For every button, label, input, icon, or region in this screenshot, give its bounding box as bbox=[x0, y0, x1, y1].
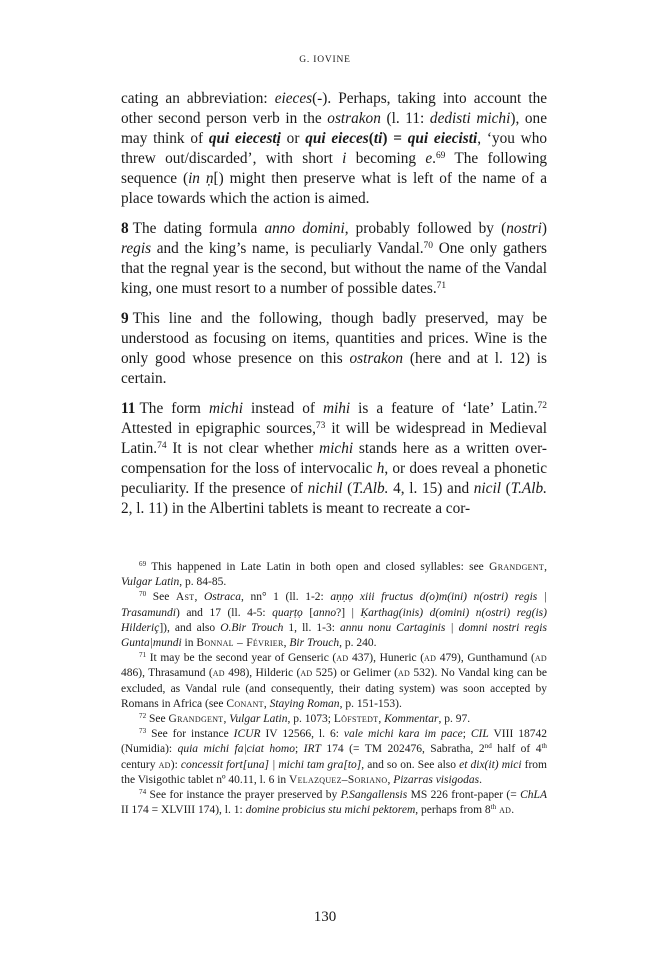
footnote-marker: 69 bbox=[139, 560, 147, 569]
author-name: ad bbox=[534, 652, 547, 665]
footnote-73 bbox=[121, 727, 547, 788]
text-run: See for instance the prayer preserved by bbox=[146, 789, 341, 802]
commentary-paragraph-line-9 bbox=[121, 309, 547, 389]
text-run: , p. 84-85. bbox=[179, 576, 227, 589]
text-run: ostrakon bbox=[349, 350, 404, 367]
text-run: VIII 18742 (Numidia): bbox=[121, 728, 547, 756]
text-run: One only gathers that the regnal year is the second, but without the name of the Vandal king, one must resort to a number of possible dates. bbox=[121, 240, 548, 297]
text-run: instead of bbox=[242, 400, 323, 417]
text-run: 1, ll. 1-3: bbox=[283, 621, 341, 634]
text-run: from the Visigothic tablet nº 40.11, l. 6 in bbox=[121, 758, 547, 786]
running-header: G. IOVINE bbox=[299, 55, 351, 65]
text-run: , p. 1073; bbox=[287, 713, 334, 726]
text-run: ICUR bbox=[233, 728, 261, 741]
footnotes bbox=[121, 560, 547, 818]
footnote-72 bbox=[121, 712, 547, 727]
text-run: in ṇ bbox=[188, 170, 214, 187]
text-run: 174 (= TM 202476, Sabratha, 2 bbox=[320, 743, 485, 756]
text-run: e bbox=[425, 150, 433, 167]
author-name: ad bbox=[158, 758, 171, 771]
text-run: MS 226 front-paper (= bbox=[407, 789, 521, 802]
text-run: 479), Gunthamund ( bbox=[436, 652, 535, 665]
text-run: vale michi kara im pace bbox=[343, 728, 463, 741]
text-run: [) might then preserve what is left of the name of a place towards which the action is aimed. bbox=[121, 170, 547, 207]
text-run: half of 4 bbox=[491, 743, 542, 756]
footnote-marker: 73 bbox=[315, 420, 326, 431]
text-run: ( bbox=[368, 130, 374, 147]
author-name: Conant bbox=[226, 697, 264, 710]
commentary-paragraph-line-8 bbox=[121, 219, 547, 299]
text-run: T.Alb. bbox=[510, 480, 547, 497]
text-run: Staying Roman bbox=[269, 697, 340, 710]
footnote-marker: 72 bbox=[139, 712, 147, 721]
text-run: ; bbox=[294, 743, 304, 756]
text-run: nichil bbox=[307, 480, 343, 497]
text-run: Ostraca bbox=[203, 591, 241, 604]
footnote-marker: th bbox=[541, 742, 547, 751]
footnote-71 bbox=[121, 651, 547, 712]
text-run: ostrakon bbox=[327, 110, 381, 127]
text-run: IV 12566, l. 6: bbox=[260, 728, 344, 741]
text-run: The form bbox=[139, 400, 209, 417]
text-run: dedisti michi bbox=[429, 110, 511, 127]
text-run: concessit fort[una] | michi tam gra[to] bbox=[180, 758, 362, 771]
line-number: 9 bbox=[121, 310, 129, 327]
text-run: Vulgar Latin bbox=[121, 576, 180, 589]
footnote-70 bbox=[121, 590, 547, 651]
text-run: , and so on. See also bbox=[361, 758, 460, 771]
text-run: , perhaps from 8 bbox=[415, 804, 491, 817]
text-run: annu nonu Cartaginis | domni nostri regis Gunta|mundi bbox=[121, 621, 547, 650]
text-run: Vulgar Latin bbox=[229, 713, 288, 726]
text-run: , p. 151-153). bbox=[339, 697, 402, 710]
text-run: , bbox=[194, 591, 204, 604]
text-run: qui eieces bbox=[305, 130, 369, 147]
text-run: Bir Trouch bbox=[289, 637, 340, 650]
text-run: II 174 = XLVIII 174), l. 1: bbox=[121, 804, 246, 817]
text-run: [ bbox=[302, 606, 314, 619]
footnote-marker: 74 bbox=[139, 788, 147, 797]
footnote-marker: 70 bbox=[139, 590, 147, 599]
text-run: eieces bbox=[274, 90, 313, 107]
author-name: Bonnal – Février bbox=[196, 637, 284, 650]
author-name: ad bbox=[397, 667, 411, 680]
author-name: Velazquez–Soriano bbox=[289, 773, 388, 786]
text-run: 532). No Vandal king can be excluded, as Vandal rule (and consequently, their dating system) was soon accepted by Romans in Africa (see bbox=[121, 667, 548, 710]
text-run: ?] | bbox=[336, 606, 361, 619]
text-run: , bbox=[378, 713, 385, 726]
text-run: et dix(it) mici bbox=[459, 758, 522, 771]
text-run: . bbox=[511, 804, 515, 817]
text-run: , p. 240. bbox=[339, 637, 377, 650]
text-run: O.Bir Trouch bbox=[220, 621, 284, 634]
author-name: Grandgent bbox=[489, 561, 545, 573]
text-run: , probably followed by ( bbox=[344, 220, 507, 237]
text-run: 486), Thrasamund ( bbox=[121, 667, 213, 680]
text-run: . bbox=[432, 150, 436, 167]
text-run: The following sequence ( bbox=[121, 150, 547, 187]
text-run: P.Sangallensis bbox=[340, 789, 408, 802]
text-run: T.Alb. bbox=[352, 480, 389, 497]
footnote-74 bbox=[121, 788, 547, 818]
text-run: , ‘you who threw out/discarded’, with short bbox=[121, 130, 548, 167]
text-run: , bbox=[544, 561, 547, 573]
author-name: Grandgent bbox=[168, 713, 224, 726]
text-run: , nn° 1 (ll. 1-2: bbox=[241, 591, 331, 604]
text-run: 4, l. 15) and bbox=[388, 480, 474, 497]
text-run: ChLA bbox=[520, 789, 547, 802]
text-run: regis bbox=[121, 240, 152, 257]
footnote-marker: 71 bbox=[139, 651, 147, 660]
line-number: 8 bbox=[121, 220, 129, 237]
text-run: , bbox=[387, 773, 394, 786]
text-run: cating an abbreviation: bbox=[121, 90, 275, 107]
text-run: Kommentar bbox=[384, 713, 439, 726]
text-run: The dating formula bbox=[132, 220, 265, 237]
text-run: It may be the second year of Genseric ( bbox=[146, 652, 337, 665]
footnote-marker: 74 bbox=[157, 440, 167, 451]
main-text bbox=[121, 89, 547, 519]
text-run: quaṛṭọ bbox=[272, 606, 303, 619]
footnote-marker: th bbox=[490, 803, 497, 812]
text-run: is a feature of ‘late’ Latin. bbox=[350, 400, 538, 417]
text-run: 437), Huneric ( bbox=[348, 652, 425, 665]
text-run: 525) or Gelimer ( bbox=[312, 667, 398, 680]
text-run: domine probicius stu michi pektorem bbox=[245, 804, 416, 817]
footnote-marker: 72 bbox=[537, 400, 548, 411]
footnote-69 bbox=[121, 560, 547, 590]
text-run: See bbox=[146, 713, 169, 726]
text-run: stands here as a written over-compensation for the loss of intervocalic bbox=[121, 440, 547, 477]
text-run: qui eiecisti bbox=[407, 130, 478, 147]
text-run: Pizarras visigodas bbox=[393, 773, 480, 786]
author-name: ad bbox=[499, 804, 512, 817]
text-run: century bbox=[121, 758, 159, 771]
text-run: (l. 11: bbox=[380, 110, 430, 127]
footnote-marker: nd bbox=[484, 742, 492, 751]
text-run: aṇṇọ xiii fructus d(o)m(ini) n(ostri) regis | Trasamundi bbox=[121, 591, 548, 619]
text-run: , bbox=[223, 713, 230, 726]
text-run: and the king’s name, is peculiarly Vandal. bbox=[151, 240, 424, 257]
text-run: nostri bbox=[506, 220, 542, 237]
text-run: Attested in epigraphic sources, bbox=[121, 420, 316, 437]
text-run: ]), and also bbox=[159, 621, 221, 634]
text-run: . bbox=[479, 773, 483, 786]
text-run: This line and the following, though badly preserved, may be understood as focusing on items, quantities and prices. Wine is the only good whose presence on this bbox=[121, 310, 547, 367]
text-run: 2, l. 11) in the Albertini tablets is meant to recreate a cor- bbox=[121, 500, 471, 517]
line-number: 11 bbox=[121, 400, 136, 417]
text-run: anno domini bbox=[264, 220, 345, 237]
text-run: ): bbox=[170, 758, 181, 771]
text-run: CIL bbox=[470, 728, 489, 741]
text-run: h bbox=[376, 460, 385, 477]
footnote-marker: 73 bbox=[139, 727, 147, 736]
text-run: Ḳarthag(inis) d(omini) n(ostri) reg(is) Hilderiç bbox=[121, 606, 547, 634]
text-run: , p. 97. bbox=[438, 713, 471, 726]
text-run: i bbox=[342, 150, 347, 167]
text-run: See for instance bbox=[146, 728, 234, 741]
text-run: IRT bbox=[303, 743, 321, 756]
page-number: 130 bbox=[313, 909, 337, 925]
text-run: 498), Hilderic ( bbox=[224, 667, 301, 680]
commentary-paragraph-line-11 bbox=[121, 399, 547, 519]
text-run: See bbox=[146, 591, 176, 604]
text-run: ; bbox=[462, 728, 471, 741]
text-run: , bbox=[263, 697, 270, 710]
author-name: ad bbox=[212, 667, 225, 680]
text-run: nicil bbox=[473, 480, 501, 497]
author-name: Löfstedt bbox=[333, 713, 379, 726]
footnote-marker: 70 bbox=[423, 240, 434, 251]
text-run: becoming bbox=[346, 150, 426, 167]
text-run: ) bbox=[541, 220, 547, 237]
author-name: Ast bbox=[175, 591, 195, 604]
text-run: , bbox=[283, 637, 290, 650]
footnote-marker: 69 bbox=[435, 150, 446, 161]
text-run: in bbox=[181, 637, 197, 650]
text-run: , or does reveal a phonetic peculiarity. If the presence of bbox=[121, 460, 547, 497]
text-run: or bbox=[280, 130, 306, 147]
text-run: ( bbox=[342, 480, 353, 497]
text-run: quia michi fa|ciat homo bbox=[177, 743, 295, 756]
text-run: mihi bbox=[322, 400, 351, 417]
text-run: This happened in Late Latin in both open and closed syllables: see bbox=[146, 561, 490, 573]
text-run: it will be widespread in Medieval Latin. bbox=[121, 420, 547, 457]
text-run: ( bbox=[500, 480, 511, 497]
text-run: michi bbox=[319, 440, 354, 457]
text-run: qui eiecestị bbox=[208, 130, 281, 147]
commentary-paragraph bbox=[121, 89, 547, 209]
text-run: ti bbox=[373, 130, 383, 147]
author-name: ad bbox=[424, 652, 437, 665]
text-run: (here and at l. 12) is certain. bbox=[121, 350, 547, 387]
text-run: anno bbox=[313, 606, 337, 619]
text-run: ) = bbox=[382, 130, 408, 147]
text-run: (-). Perhaps, taking into account the other second person verb in the bbox=[121, 90, 548, 127]
text-run: michi bbox=[208, 400, 243, 417]
text-run: ), one may think of bbox=[121, 110, 547, 147]
text-run: ) and 17 (ll. 4-5: bbox=[175, 606, 273, 619]
footnote-marker: 71 bbox=[436, 280, 447, 291]
author-name: ad bbox=[336, 652, 349, 665]
text-run: It is not clear whether bbox=[166, 440, 320, 457]
author-name: ad bbox=[300, 667, 313, 680]
